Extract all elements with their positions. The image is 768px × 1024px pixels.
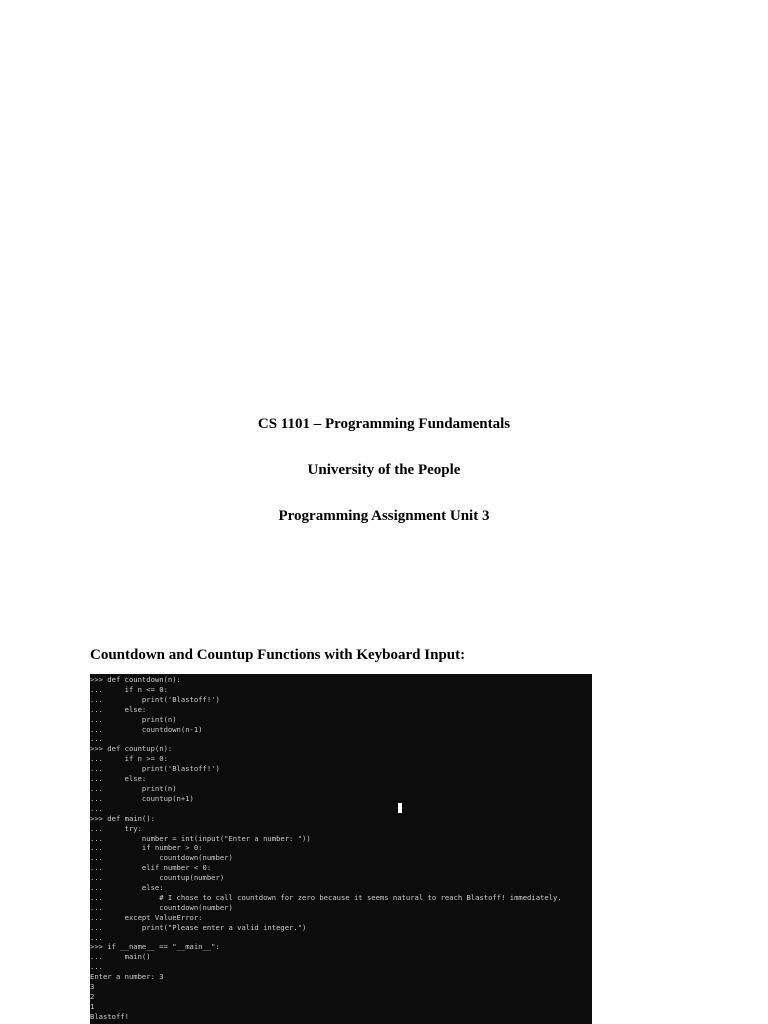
terminal-line: ... if number > 0: — [90, 843, 203, 853]
terminal-line: ... try: — [90, 823, 142, 833]
course-title: CS 1101 – Programming Fundamentals — [257, 416, 511, 432]
university-name: University of the People — [307, 462, 461, 478]
terminal-line: ... else: — [90, 774, 147, 784]
terminal-line: Enter a number: 3 — [90, 972, 164, 982]
terminal-line: >>> def main(): — [90, 813, 155, 823]
terminal-line: ... print('Blastoff!') — [90, 694, 220, 704]
terminal-line: ... countdown(n-1) — [90, 724, 203, 734]
terminal-line: >>> def countup(n): — [90, 744, 173, 754]
terminal-line: ... else: — [90, 883, 164, 893]
terminal-line: ... number = int(input("Enter a number: ")) — [90, 833, 311, 843]
terminal-line: ... countup(n+1) — [90, 793, 194, 803]
assignment-title: Programming Assignment Unit 3 — [278, 508, 490, 524]
terminal-line: ... countdown(number) — [90, 902, 233, 912]
terminal-line: Blastoff! — [90, 1011, 129, 1021]
terminal-line: ... main() — [90, 952, 151, 962]
terminal-line: 3 — [90, 982, 95, 992]
terminal-line: ... — [90, 803, 103, 813]
terminal-line: ... — [90, 734, 103, 744]
terminal-line: ... — [90, 932, 103, 942]
text-cursor-icon — [398, 803, 402, 813]
terminal-line: 1 — [90, 1001, 95, 1011]
terminal-line: ... countdown(number) — [90, 853, 233, 863]
terminal-line: ... if n >= 0: — [90, 754, 168, 764]
terminal-line: ... elif number < 0: — [90, 863, 212, 873]
terminal-screenshot — [90, 674, 592, 1024]
terminal-line: ... # I chose to call countdown for zero because it seems natural to reach Blastoff! immediately. — [90, 892, 562, 902]
terminal-line: >>> if __name__ == "__main__": — [90, 942, 220, 952]
terminal-line: ... print(n) — [90, 714, 177, 724]
terminal-line: ... print(n) — [90, 783, 177, 793]
terminal-line: ... except ValueError: — [90, 912, 203, 922]
terminal-line: ... if n <= 0: — [90, 684, 168, 694]
terminal-line: ... print("Please enter a valid integer.") — [90, 922, 307, 932]
terminal-line: ... else: — [90, 704, 147, 714]
terminal-line: ... — [90, 962, 103, 972]
terminal-line: 2 — [90, 992, 95, 1001]
terminal-line: ... print('Blastoff!') — [90, 764, 220, 774]
section-heading: Countdown and Countup Functions with Keyboard Input: — [90, 647, 466, 663]
terminal-line: ... countup(number) — [90, 873, 225, 883]
terminal-line: >>> def countdown(n): — [90, 675, 181, 684]
